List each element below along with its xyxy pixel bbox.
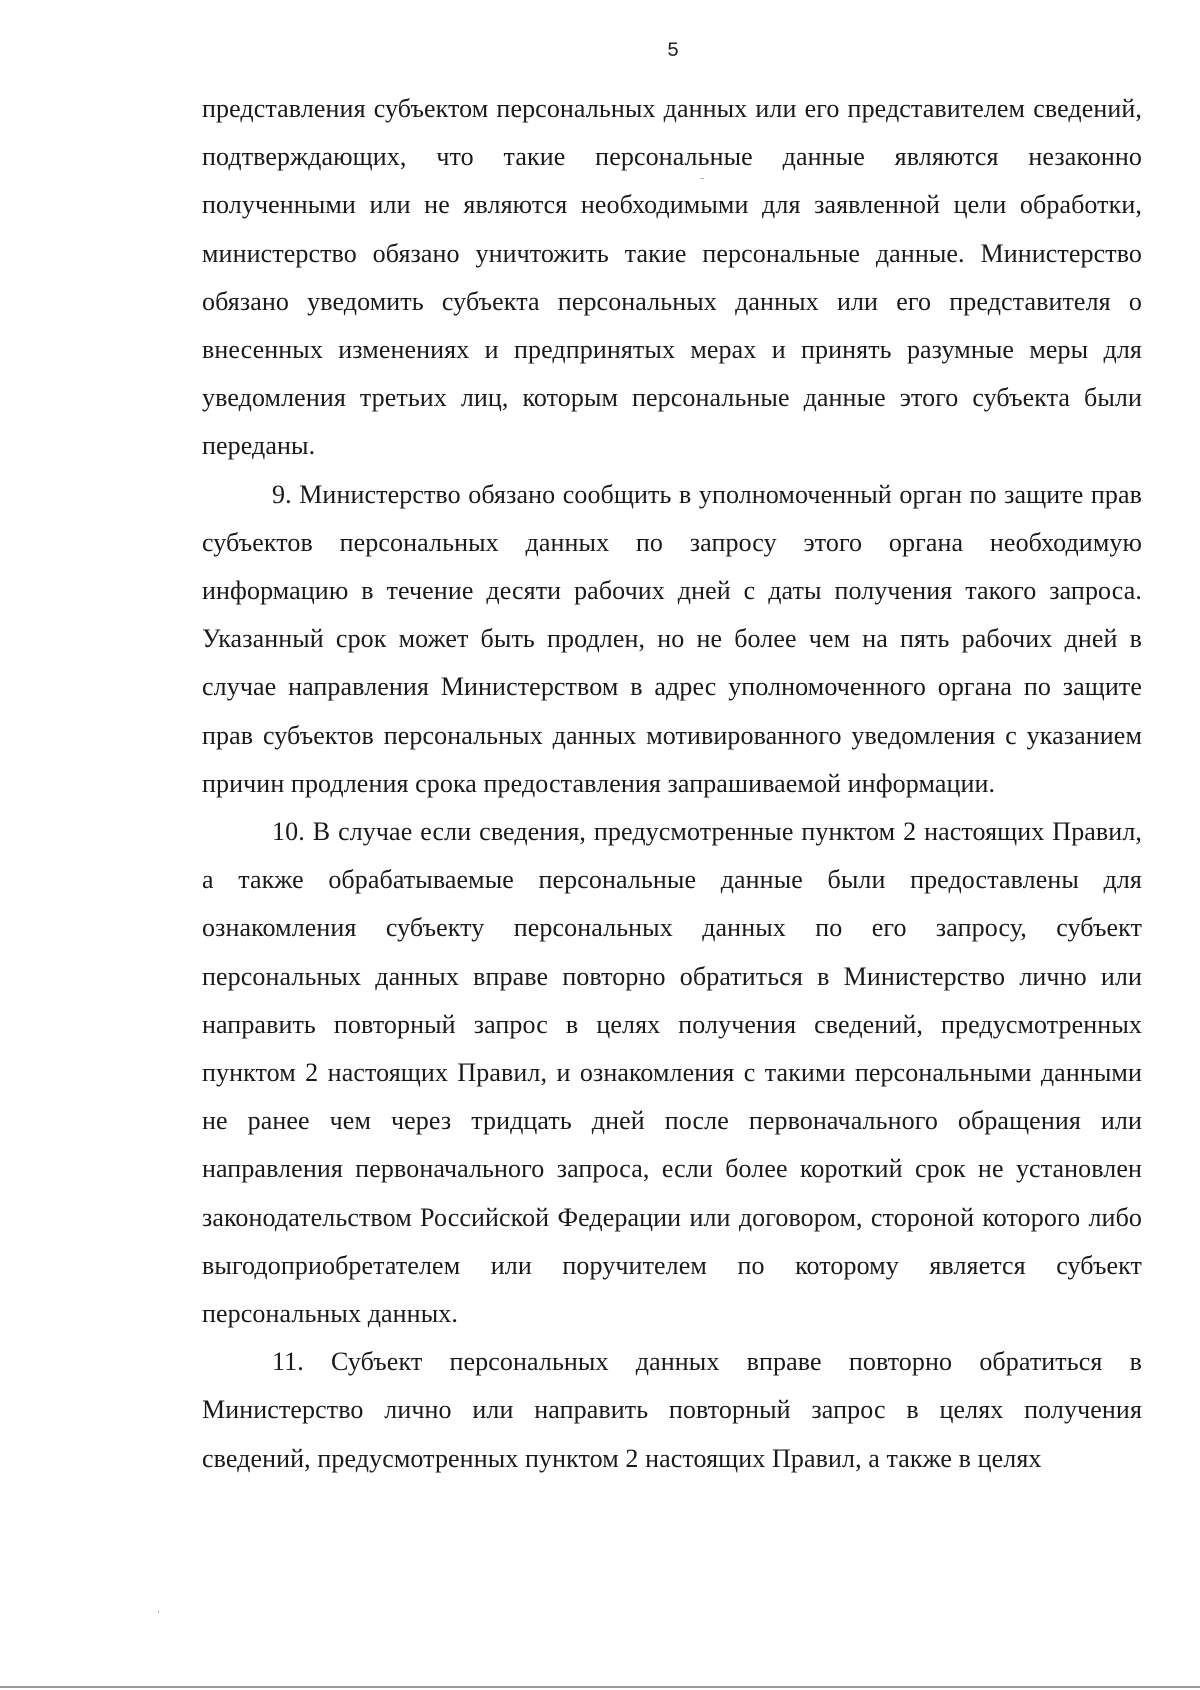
paragraph-10: 10. В случае если сведения, предусмотренные пунктом 2 настоящих Правил, а также обрабатываемые персональные данные были предоставлены для ознакомления субъекту персональных данных по его запросу, субъект персональных данных вправе повторно обратиться в Министерство лично или направить повторный запрос в целях получения сведений, предусмотренных пунктом 2 настоящих Правил, и ознакомления с такими персональными данными не ранее чем через тридцать дней после первоначального обращения или направления первоначального запроса, если более короткий срок не установлен законодательством Российской Федерации или договором, стороной которого либо выгодоприобретателем или поручителем по которому является субъект персональных данных.	[202, 817, 1142, 1329]
page-bottom-edge	[0, 1686, 1200, 1688]
scan-artifact	[700, 178, 704, 179]
paragraph-11: 11. Субъект персональных данных вправе повторно обратиться в Министерство лично или направить повторный запрос в целях получения сведений, предусмотренных пунктом 2 настоящих Правил, а также в целях	[202, 1347, 1142, 1473]
paragraph-9: 9. Министерство обязано сообщить в уполномоченный орган по защите прав субъектов персональных данных по запросу этого органа необходимую информацию в течение десяти рабочих дней с даты получения такого запроса. Указанный срок может быть продлен, но не более чем на пять рабочих дней в случае направления Министерством в адрес уполномоченного органа по защите прав субъектов персональных данных мотивированного уведомления с указанием причин продления срока предоставления запрашиваемой информации.	[202, 479, 1142, 798]
document-body	[202, 85, 1142, 1483]
page-number: 5	[666, 40, 679, 63]
paragraph-continuation: представления субъектом персональных данных или его представителем сведений, подтверждающих, что такие персональные данные являются незаконно полученными или не являются необходимыми для заявленной цели обработки, министерство обязано уничтожить такие персональные данные. Министерство обязано уведомить субъекта персональных данных или его представителя о внесенных изменениях и предпринятых мерах и принять разумные меры для уведомления третьих лиц, которым персональные данные этого субъекта были переданы.	[202, 94, 1142, 461]
scan-artifact	[158, 1610, 159, 1613]
